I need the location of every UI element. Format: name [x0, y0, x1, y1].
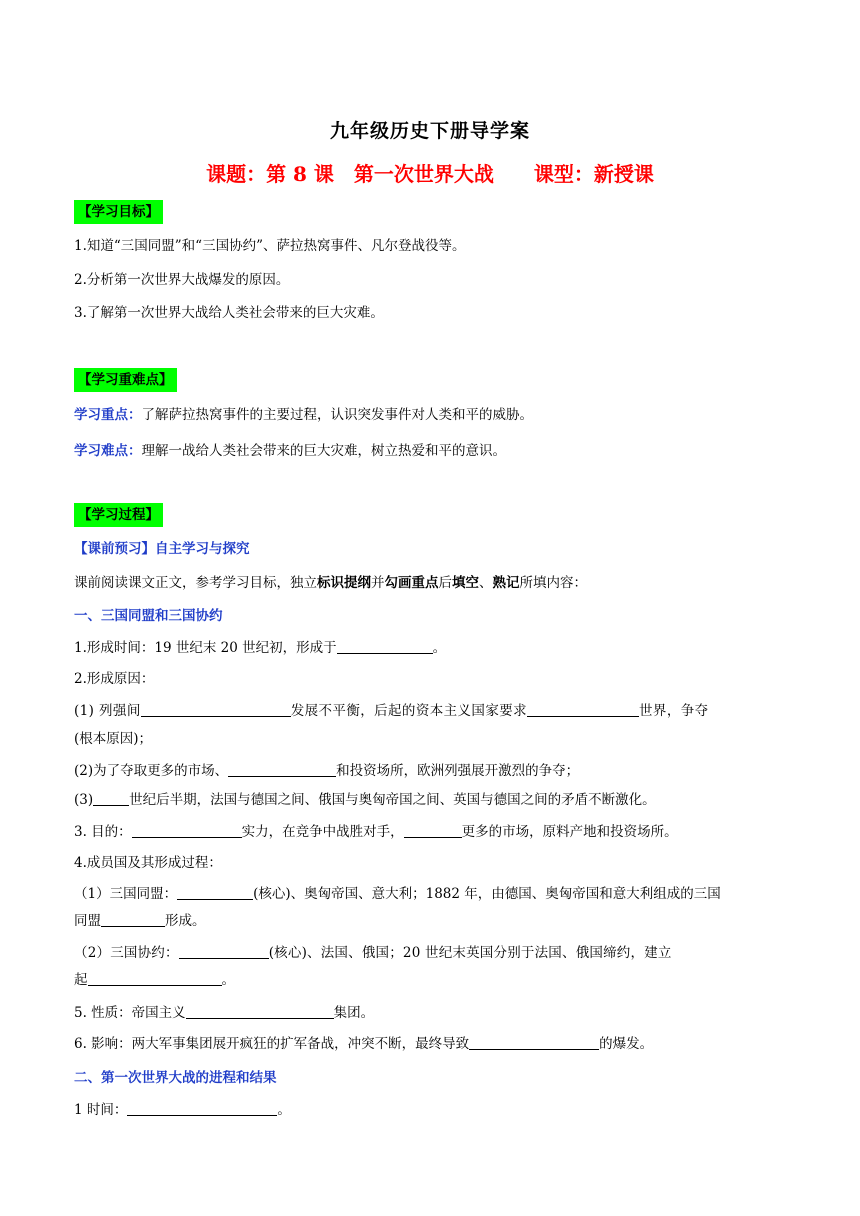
- fill-blank[interactable]: [179, 943, 269, 959]
- instruction-text: 所填内容：: [519, 575, 587, 591]
- fill-blank[interactable]: [101, 911, 165, 927]
- section1-line: [74, 911, 786, 931]
- section1-line: [74, 1003, 786, 1023]
- section1-heading: 一、三国同盟和三国协约: [74, 608, 223, 624]
- section1-line: [74, 701, 786, 721]
- text: 更多的市场，原料产地和投资场所。: [461, 824, 678, 840]
- text: 发展不平衡，后起的资本主义国家要求: [290, 703, 528, 719]
- section1-line: [74, 884, 786, 904]
- text: 1.形成时间：19 世纪末 20 世纪初，形成于: [74, 640, 337, 656]
- instruction-text: 、: [479, 575, 493, 591]
- objective-item: 1.知道“三国同盟”和“三国协约”、萨拉热窝事件、凡尔登战役等。: [74, 238, 466, 254]
- text: 和投资场所，欧洲列强展开激烈的争夺；: [336, 763, 580, 779]
- instruction-emphasis: 勾画重点: [384, 575, 439, 591]
- objective-item: 3.了解第一次世界大战给人类社会带来的巨大灾难。: [74, 305, 384, 321]
- instruction-emphasis: 熟记: [492, 575, 520, 591]
- lesson-type: 课型：新授课: [533, 162, 654, 186]
- instruction-text: 并: [371, 575, 385, 591]
- fill-blank[interactable]: [228, 761, 336, 777]
- text: 起: [74, 972, 88, 988]
- lesson-subtitle: [74, 158, 786, 187]
- section1-line: 4.成员国及其形成过程：: [74, 855, 222, 871]
- text: 世界，争夺: [639, 703, 709, 719]
- instruction-text: 课前阅读课文正文，参考学习目标，独立: [74, 575, 317, 591]
- fill-blank[interactable]: [469, 1034, 599, 1050]
- fill-blank[interactable]: [127, 1100, 277, 1116]
- preview-instruction: [74, 573, 786, 593]
- objectives-heading: 【学习目标】: [74, 200, 163, 224]
- process-heading: 【学习过程】: [74, 503, 163, 527]
- text: 形成。: [165, 913, 206, 929]
- focus-label: 学习重点：: [74, 407, 142, 423]
- text: 实力，在竞争中战胜对手，: [241, 824, 404, 840]
- section1-line: (根本原因)；: [74, 731, 153, 747]
- text: 6. 影响：两大军事集团展开疯狂的扩军备战，冲突不断，最终导致: [74, 1036, 470, 1052]
- text: 。: [432, 640, 447, 656]
- page-title: 九年级历史下册导学案: [329, 120, 530, 142]
- fill-blank[interactable]: [141, 701, 291, 717]
- objective-item: 2.分析第一次世界大战爆发的原因。: [74, 272, 290, 288]
- fill-blank[interactable]: [93, 790, 129, 806]
- section2-heading: 二、第一次世界大战的进程和结果: [74, 1070, 277, 1086]
- fill-blank[interactable]: [404, 822, 462, 838]
- section1-line: [74, 970, 786, 990]
- text: 的爆发。: [599, 1036, 654, 1052]
- text: 。: [221, 972, 235, 988]
- text: 。: [277, 1102, 291, 1118]
- section1-line: [74, 943, 786, 963]
- preview-label: 【课前预习】自主学习与探究: [74, 541, 250, 557]
- lesson-topic: 课题：第 8 课 第一次世界大战: [206, 162, 494, 186]
- instruction-emphasis: 标识提纲: [317, 575, 371, 591]
- focus-line: [74, 405, 786, 425]
- text: (3): [74, 792, 94, 808]
- text: 3. 目的：: [74, 824, 132, 840]
- fill-blank[interactable]: [177, 884, 253, 900]
- keypoints-heading: 【学习重难点】: [74, 368, 177, 392]
- section1-line: 2.形成原因：: [74, 671, 155, 687]
- difficulty-text: 理解一战给人类社会带来的巨大灾难，树立热爱和平的意识。: [141, 443, 506, 459]
- text: (核心)、奥匈帝国、意大利；1882 年，由德国、奥匈帝国和意大利组成的三国: [253, 886, 721, 902]
- text: (核心)、法国、俄国；20 世纪末英国分别于法国、俄国缔约，建立: [268, 945, 672, 961]
- fill-blank[interactable]: [186, 1003, 334, 1019]
- focus-text: 了解萨拉热窝事件的主要过程，认识突发事件对人类和平的威胁。: [141, 407, 533, 423]
- text: (2)为了夺取更多的市场、: [74, 763, 229, 779]
- section1-line: [74, 761, 786, 781]
- section2-line: [74, 1100, 786, 1120]
- fill-blank[interactable]: [527, 701, 639, 717]
- text: 同盟: [74, 913, 101, 929]
- section1-line: [74, 638, 786, 658]
- fill-blank[interactable]: [88, 970, 222, 986]
- text: 集团。: [333, 1005, 375, 1021]
- instruction-emphasis: 填空: [452, 575, 479, 591]
- text: （1）三国同盟：: [74, 886, 178, 902]
- fill-blank[interactable]: [132, 822, 242, 838]
- text: 1 时间：: [74, 1102, 128, 1118]
- section1-line: [74, 822, 786, 842]
- difficulty-line: [74, 441, 786, 461]
- text: 5. 性质：帝国主义: [74, 1005, 186, 1021]
- fill-blank[interactable]: [337, 638, 433, 654]
- instruction-text: 后: [438, 575, 452, 591]
- section1-line: [74, 1034, 786, 1054]
- difficulty-label: 学习难点：: [74, 443, 142, 459]
- text: （2）三国协约：: [74, 945, 179, 961]
- text: (1) 列强间: [74, 703, 141, 719]
- section1-line: [74, 790, 786, 810]
- text: 世纪后半期，法国与德国之间、俄国与奥匈帝国之间、英国与德国之间的矛盾不断激化。: [129, 792, 656, 808]
